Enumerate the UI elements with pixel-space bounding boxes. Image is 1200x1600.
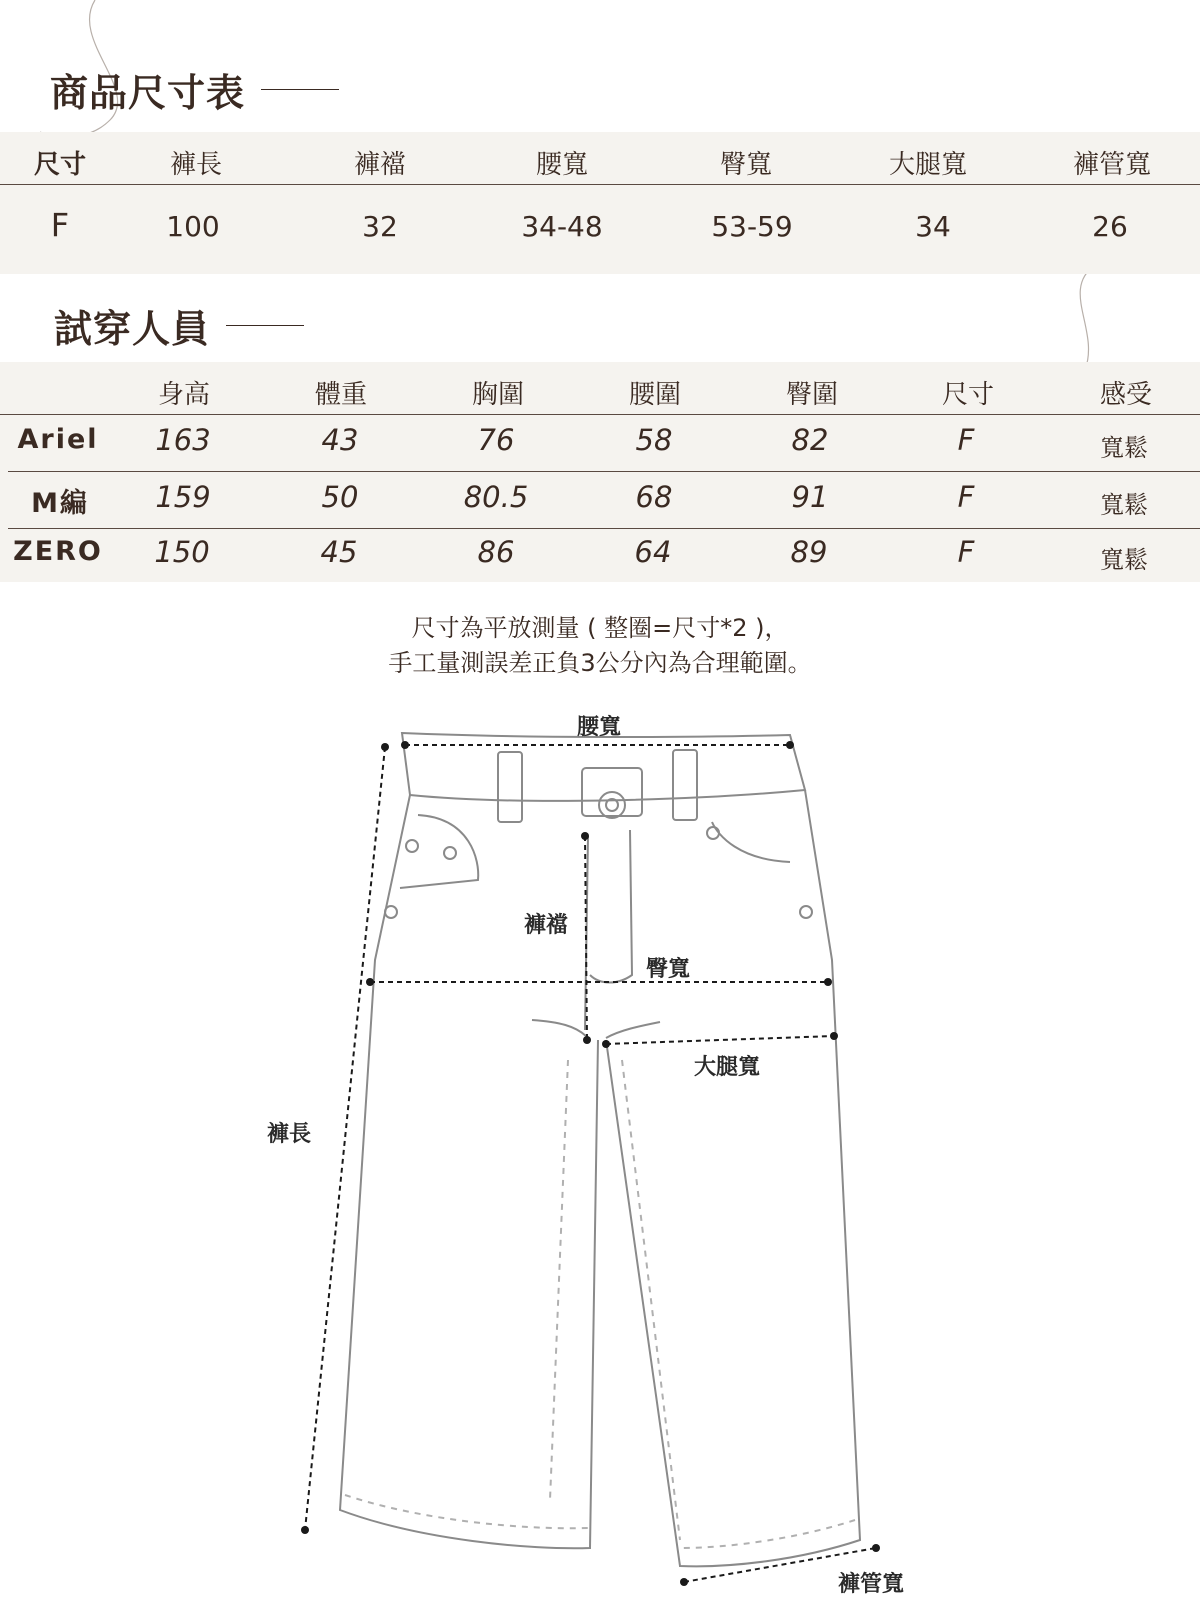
model-value: 159 [155,480,211,514]
size-value-waist: 34-48 [521,210,603,243]
size-header-size: 尺寸 [33,150,87,180]
model-name-m: M編 [31,488,89,519]
model-value: 89 [790,535,828,569]
models-header-height: 身高 [157,380,211,410]
model-value: 43 [321,423,359,457]
size-header-hip: 臀寬 [719,150,773,180]
model-name-zero: ZERO [13,536,103,567]
pants-measurement-diagram [0,680,1200,1600]
model-value: 68 [635,480,673,514]
diagram-label-hem: 褲管寬 [838,1571,905,1597]
size-header-rise: 褲襠 [353,150,407,180]
diagram-label-length: 褲長 [267,1121,312,1147]
diagram-label-hip: 臀寬 [646,956,691,982]
model-name-ariel: Ariel [17,424,99,455]
model-value: 91 [791,480,829,514]
model-value: 76 [477,423,515,457]
model-value: 50 [321,480,359,514]
model-value: 86 [477,535,515,569]
model-value: 64 [634,535,672,569]
diagram-label-thigh: 大腿寬 [694,1054,761,1080]
size-header-hem: 褲管寬 [1072,150,1152,180]
models-header-waist: 腰圍 [628,380,682,410]
models-row-divider [8,471,1200,472]
models-title [54,298,304,353]
model-feel: 寬鬆 [1100,491,1148,519]
diagram-label-waist: 腰寬 [577,714,622,740]
model-feel: 寬鬆 [1100,434,1148,462]
model-value: F [957,480,975,514]
size-value-hip: 53-59 [711,210,793,243]
model-value: 150 [154,535,210,569]
models-header-chest: 胸圍 [471,380,525,410]
size-header-waist: 腰寬 [535,150,589,180]
models-header-size: 尺寸 [941,380,995,410]
size-value-size: F [50,206,70,244]
models-title-text: 試穿人員 [54,306,211,351]
model-value: 80.5 [463,480,529,514]
size-chart-title-text: 商品尺寸表 [50,70,246,115]
size-header-thigh: 大腿寬 [888,150,968,180]
model-feel: 寬鬆 [1100,546,1148,574]
title-rule [261,89,339,91]
model-value: 163 [155,423,211,457]
models-header-divider [0,414,1200,415]
model-value: 58 [635,423,673,457]
title-rule [226,325,304,327]
models-header-weight: 體重 [314,380,368,410]
size-value-hem: 26 [1092,210,1128,243]
measurement-note-line-2: 手工量測誤差正負3公分內為合理範圍。 [388,649,812,677]
models-header-feel: 感受 [1099,380,1153,410]
size-value-thigh: 34 [915,210,951,243]
model-value: 45 [320,535,358,569]
size-header-length: 褲長 [169,150,223,180]
model-value: F [957,423,975,457]
measurement-note-line-1: 尺寸為平放測量 ( 整圈=尺寸*2 )， [411,614,789,642]
models-header-hip: 臀圍 [785,380,839,410]
models-row-divider [8,528,1200,529]
size-value-length: 100 [166,210,220,243]
model-value: F [957,535,975,569]
model-value: 82 [791,423,829,457]
diagram-label-rise: 褲襠 [524,912,569,938]
pants-illustration [0,680,1200,1600]
size-chart-header-divider [0,184,1200,185]
size-chart-title [50,62,339,117]
size-value-rise: 32 [362,210,398,243]
